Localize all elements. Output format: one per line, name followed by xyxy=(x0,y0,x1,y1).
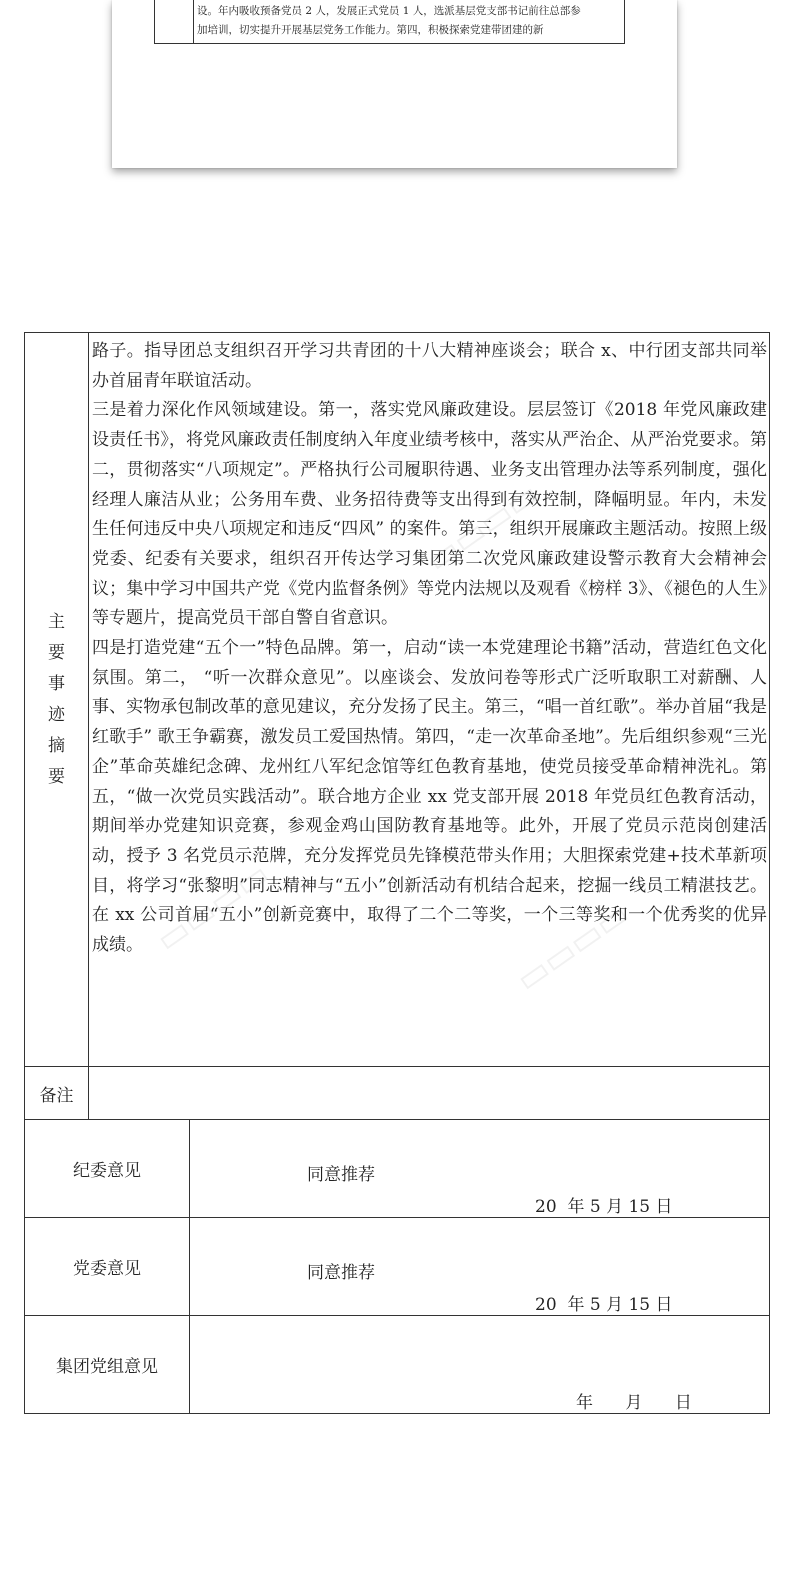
label-char: 摘 xyxy=(48,735,65,756)
opinion-date: 年 月 日 xyxy=(576,1393,692,1413)
recommendation-form xyxy=(24,332,770,1414)
watermark: ▭▭▭▭ xyxy=(418,473,547,581)
label-char: 要 xyxy=(48,766,65,787)
note-label: 备注 xyxy=(25,1067,89,1119)
opinion-cell xyxy=(190,1218,769,1315)
label-char: 要 xyxy=(48,642,65,663)
opinion-row-discipline xyxy=(25,1120,769,1218)
opinion-text: 同意推荐 xyxy=(307,1165,375,1185)
label-char: 迹 xyxy=(48,704,65,725)
opinion-text: 同意推荐 xyxy=(307,1263,375,1283)
preview-line: 加培训，切实提升开展基层党务工作能力。第四，积极探索党建带团建的新 xyxy=(197,24,544,36)
opinion-cell xyxy=(190,1316,769,1413)
opinion-cell xyxy=(190,1120,769,1217)
watermark: ▭▭▭▭ xyxy=(508,893,637,1001)
page-preview xyxy=(112,0,677,168)
preview-line: 设。年内吸收预备党员 2 人，发展正式党员 1 人，选派基层党支部书记前往总部参 xyxy=(197,5,581,17)
preview-table xyxy=(154,0,625,44)
opinion-label: 集团党组意见 xyxy=(25,1316,190,1413)
preview-text xyxy=(197,2,622,40)
opinion-row-group-party xyxy=(25,1316,769,1413)
opinion-date: 20 年 5 月 15 日 xyxy=(535,1295,673,1315)
opinion-label: 党委意见 xyxy=(25,1218,190,1315)
note-row xyxy=(25,1067,769,1120)
opinion-row-party-committee xyxy=(25,1218,769,1316)
preview-label-column xyxy=(155,0,194,43)
label-char: 事 xyxy=(48,673,65,694)
deeds-paragraph: 四是打造党建“五个一”特色品牌。第一，启动“读一本党建理论书籍”活动，营造红色文化氛围。第二， “听一次群众意见”。以座谈会、发放问卷等形式广泛听取职工对薪酬、人事、实物承包制改革的意见建议，充分发扬了民主。第三，“唱一首红歌”。举办首届“我是红歌手” 歌王争霸赛，激发员工爱国热情。第四，“走一次革命圣地”。先后组织参观“三光企”革命英雄纪念碑、龙州红八军纪念馆等红色教育基地，使党员接受革命精神洗礼。第五，“做一次党员实践活动”。联合地方企业 xx 党支部开展 2018 年党员红色教育活动，期间举办党建知识竞赛，参观金鸡山国防教育基地等。此外，开展了党员示范岗创建活动，授予 3 名党员示范牌，充分发挥党员先锋模范带头作用；大胆探索党建+技术革新项目，将学习“张黎明”同志精神与“五小”创新活动有机结合起来，挖掘一线员工精湛技艺。在 xx 公司首届“五小”创新竞赛中，取得了二个二等奖，一个三等奖和一个优秀奖的优异成绩。 xyxy=(92,638,767,956)
opinion-label: 纪委意见 xyxy=(25,1120,190,1217)
note-value xyxy=(89,1067,769,1119)
deeds-paragraph: 路子。指导团总支组织召开学习共青团的十八大精神座谈会；联合 x、中行团支部共同举办首届青年联谊活动。 xyxy=(92,341,767,391)
main-deeds-content xyxy=(89,333,769,1066)
main-deeds-row xyxy=(25,333,769,1067)
watermark: ▭▭▭▭ xyxy=(148,853,277,961)
main-deeds-label xyxy=(25,333,89,1066)
opinion-date: 20 年 5 月 15 日 xyxy=(535,1197,673,1217)
deeds-paragraph: 三是着力深化作风领域建设。第一，落实党风廉政建设。层层签订《2018 年党风廉政建设责任书》，将党风廉政责任制度纳入年度业绩考核中，落实从严治企、从严治党要求。第二，贯彻落实“八项规定”。严格执行公司履职待遇、业务支出管理办法等系列制度，强化经理人廉洁从业；公务用车费、业务招待费等支出得到有效控制，降幅明显。年内，未发生任何违反中央八项规定和违反“四风” 的案件。第三，组织开展廉政主题活动。按照上级党委、纪委有关要求，组织召开传达学习集团第二次党风廉政建设警示教育大会精神会议；集中学习中国共产党《党内监督条例》等党内法规以及观看《榜样 3》、《褪色的人生》等专题片，提高党员干部自警自省意识。 xyxy=(92,400,767,629)
label-char: 主 xyxy=(48,611,65,632)
